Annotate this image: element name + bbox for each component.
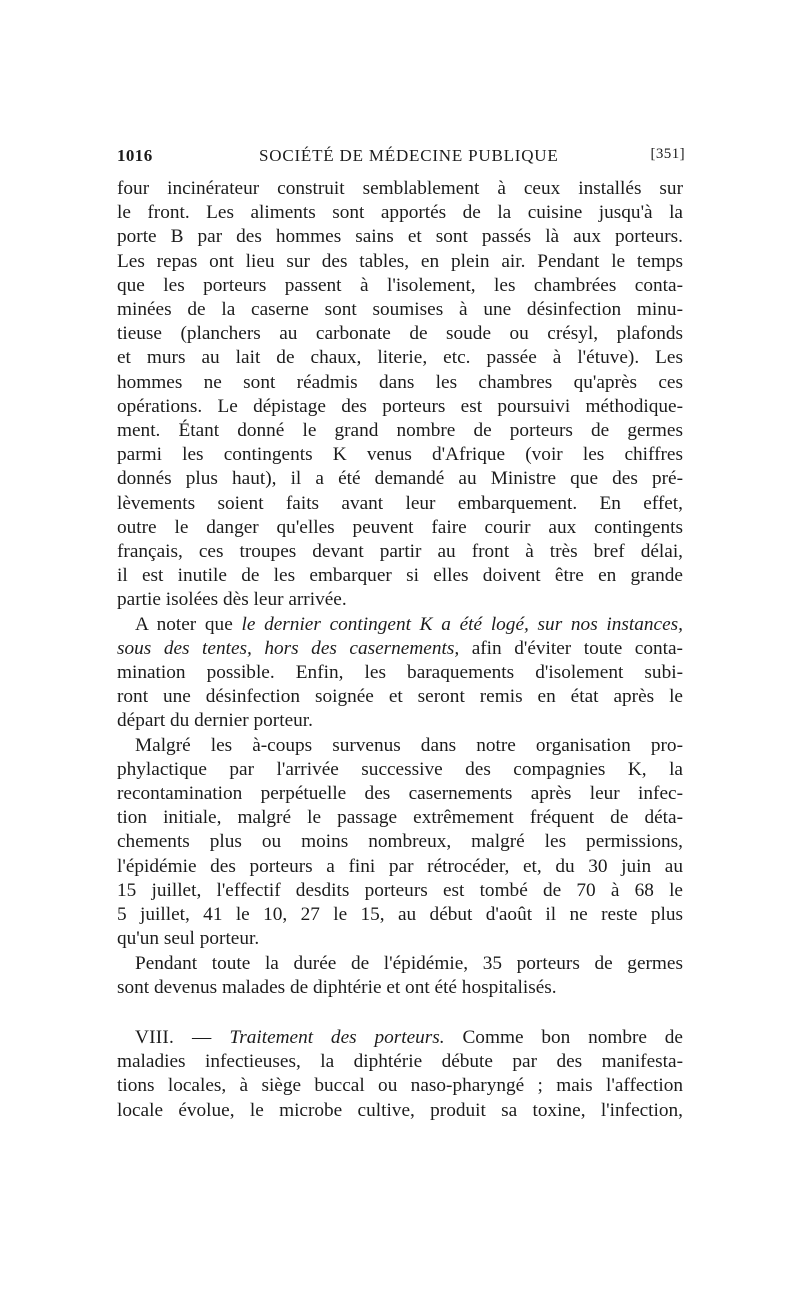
text-line	[117, 613, 683, 637]
text-line	[117, 1026, 683, 1050]
text-roman: A noter que	[135, 613, 242, 635]
text-line: tion initiale, malgré le passage extrêmement fréquent de déta-	[117, 807, 683, 829]
text-line: lèvements soient faits avant leur embarquement. En effet,	[117, 492, 683, 514]
section-reference: [351]	[650, 146, 685, 162]
text-roman: Comme bon nombre de	[444, 1026, 683, 1048]
running-header	[117, 146, 685, 170]
text-line: hommes ne sont réadmis dans les chambres qu'après ces	[117, 371, 683, 393]
paragraph-hospitalized-carriers	[117, 952, 683, 1000]
text-line: le front. Les aliments sont apportés de la cuisine jusqu'à la	[117, 202, 683, 224]
paragraph-isolation-measures	[117, 177, 683, 613]
section-gap	[117, 1000, 683, 1026]
text-line: porte B par des hommes sains et sont passés là aux porteurs.	[117, 226, 683, 248]
text-line: minées de la caserne sont soumises à une désinfection minu-	[117, 299, 683, 321]
page-number: 1016	[117, 146, 153, 165]
text-line: français, ces troupes devant partir au front à très bref délai,	[117, 541, 683, 563]
text-line: four incinérateur construit semblablement à ceux installés sur	[117, 178, 683, 199]
text-line: que les porteurs passent à l'isolement, les chambrées conta-	[117, 274, 683, 296]
text-line: Les repas ont lieu sur des tables, en plein air. Pendant le temps	[117, 250, 683, 272]
text-roman: afin d'éviter toute conta-	[459, 637, 683, 659]
text-line: ront une désinfection soignée et seront remis en état après le	[117, 686, 683, 708]
body-text	[117, 177, 683, 1123]
text-line: l'épidémie des porteurs a fini par rétrocéder, et, du 30 juin au	[117, 855, 683, 877]
text-line: locale évolue, le microbe cultive, produit sa toxine, l'infection,	[117, 1099, 683, 1121]
text-line: 15 juillet, l'effectif desdits porteurs est tombé de 70 à 68 le	[117, 879, 683, 901]
text-line: 5 juillet, 41 le 10, 27 le 15, au début d'août il ne reste plus	[117, 904, 683, 926]
text-line: maladies infectieuses, la diphtérie débute par des manifesta-	[117, 1051, 683, 1073]
text-line: départ du dernier porteur.	[117, 710, 313, 732]
text-line: phylactique par l'arrivée successive des compagnies K, la	[117, 758, 683, 780]
text-line	[117, 637, 683, 661]
text-line: recontamination perpétuelle des casernements après leur infec-	[117, 783, 683, 805]
text-line: et murs au lait de chaux, literie, etc. passée à l'étuve). Les	[117, 347, 683, 369]
section-heading: Traitement des porteurs.	[229, 1026, 445, 1048]
text-line: parmi les contingents K venus d'Afrique (voir les chiffres	[117, 444, 683, 466]
text-line: opérations. Le dépistage des porteurs est poursuivi méthodique-	[117, 395, 683, 417]
section-viii-carrier-treatment	[117, 1026, 683, 1123]
text-line: sont devenus malades de diphtérie et ont été hospitalisés.	[117, 976, 557, 998]
paragraph-tents-note	[117, 613, 683, 734]
text-line: partie isolées dès leur arrivée.	[117, 589, 347, 611]
text-line: mination possible. Enfin, les baraquements d'isolement subi-	[117, 662, 683, 684]
text-line: qu'un seul porteur.	[117, 928, 260, 950]
text-line: chements plus ou moins nombreux, malgré les permissions,	[117, 831, 683, 853]
section-number: VIII. —	[135, 1026, 230, 1048]
text-line: il est inutile de les embarquer si elles doivent être en grande	[117, 565, 683, 587]
text-italic: le dernier contingent K a été logé, sur nos instances,	[241, 613, 683, 635]
text-line: tions locales, à siège buccal ou naso-pharyngé ; mais l'affection	[117, 1075, 683, 1097]
running-title: SOCIÉTÉ DE MÉDECINE PUBLIQUE	[259, 146, 559, 165]
text-line: tieuse (planchers au carbonate de soude ou crésyl, plafonds	[117, 323, 683, 345]
text-italic: sous des tentes, hors des casernements,	[117, 637, 460, 659]
text-line: donnés plus haut), il a été demandé au Ministre que des pré-	[117, 468, 683, 490]
text-line: ment. Étant donné le grand nombre de porteurs de germes	[117, 420, 683, 442]
text-line: Pendant toute la durée de l'épidémie, 35 porteurs de germes	[135, 952, 683, 974]
paragraph-epidemic-decline	[117, 734, 683, 952]
text-line: outre le danger qu'elles peuvent faire courir aux contingents	[117, 516, 683, 538]
text-line: Malgré les à-coups survenus dans notre organisation pro-	[135, 734, 683, 756]
